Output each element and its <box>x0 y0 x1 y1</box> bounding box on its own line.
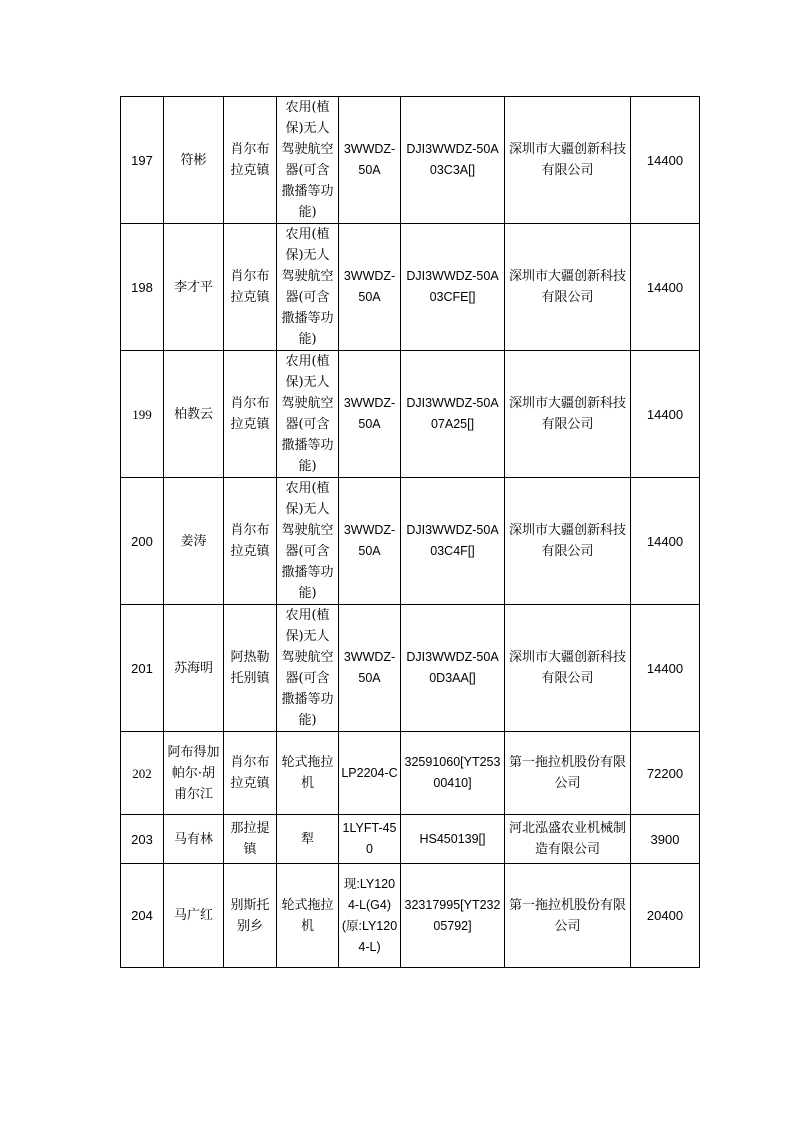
cell-name: 马有林 <box>164 815 224 864</box>
subsidy-table <box>120 96 700 968</box>
cell-amount: 14400 <box>631 351 700 478</box>
cell-amount: 20400 <box>631 864 700 968</box>
table-row <box>121 224 700 351</box>
cell-name: 苏海明 <box>164 605 224 732</box>
cell-name: 柏教云 <box>164 351 224 478</box>
cell-seq: 203 <box>121 815 164 864</box>
cell-amount: 3900 <box>631 815 700 864</box>
cell-model: 3WWDZ-50A <box>339 478 401 605</box>
table-row <box>121 351 700 478</box>
table-row <box>121 97 700 224</box>
cell-seq: 202 <box>121 732 164 815</box>
table-row <box>121 864 700 968</box>
cell-serial: DJI3WWDZ-50A07A25[] <box>401 351 505 478</box>
cell-serial: 32591060[YT25300410] <box>401 732 505 815</box>
cell-model: 3WWDZ-50A <box>339 351 401 478</box>
cell-seq: 199 <box>121 351 164 478</box>
cell-seq: 198 <box>121 224 164 351</box>
cell-machine: 农用(植保)无人驾驶航空器(可含撒播等功能) <box>277 351 339 478</box>
cell-machine: 农用(植保)无人驾驶航空器(可含撒播等功能) <box>277 605 339 732</box>
cell-machine: 轮式拖拉机 <box>277 864 339 968</box>
cell-seq: 200 <box>121 478 164 605</box>
cell-town: 肖尔布拉克镇 <box>224 97 277 224</box>
cell-town: 肖尔布拉克镇 <box>224 224 277 351</box>
cell-machine: 农用(植保)无人驾驶航空器(可含撒播等功能) <box>277 478 339 605</box>
cell-machine: 犁 <box>277 815 339 864</box>
cell-machine: 轮式拖拉机 <box>277 732 339 815</box>
cell-model: LP2204-C <box>339 732 401 815</box>
cell-model: 3WWDZ-50A <box>339 224 401 351</box>
cell-machine: 农用(植保)无人驾驶航空器(可含撒播等功能) <box>277 97 339 224</box>
table-row <box>121 605 700 732</box>
cell-name: 符彬 <box>164 97 224 224</box>
cell-serial: DJI3WWDZ-50A03CFE[] <box>401 224 505 351</box>
cell-maker: 深圳市大疆创新科技有限公司 <box>505 224 631 351</box>
cell-model: 1LYFT-450 <box>339 815 401 864</box>
cell-town: 别斯托别乡 <box>224 864 277 968</box>
cell-maker: 深圳市大疆创新科技有限公司 <box>505 478 631 605</box>
table-row <box>121 732 700 815</box>
cell-maker: 深圳市大疆创新科技有限公司 <box>505 605 631 732</box>
cell-name: 李才平 <box>164 224 224 351</box>
cell-amount: 14400 <box>631 224 700 351</box>
cell-town: 肖尔布拉克镇 <box>224 732 277 815</box>
table-row <box>121 478 700 605</box>
cell-name: 姜涛 <box>164 478 224 605</box>
cell-seq: 204 <box>121 864 164 968</box>
table-row <box>121 815 700 864</box>
cell-model: 3WWDZ-50A <box>339 605 401 732</box>
cell-amount: 14400 <box>631 605 700 732</box>
cell-serial: DJI3WWDZ-50A0D3AA[] <box>401 605 505 732</box>
cell-maker: 第一拖拉机股份有限公司 <box>505 864 631 968</box>
cell-model: 3WWDZ-50A <box>339 97 401 224</box>
cell-serial: 32317995[YT23205792] <box>401 864 505 968</box>
cell-amount: 72200 <box>631 732 700 815</box>
cell-maker: 深圳市大疆创新科技有限公司 <box>505 351 631 478</box>
cell-seq: 201 <box>121 605 164 732</box>
cell-serial: DJI3WWDZ-50A03C4F[] <box>401 478 505 605</box>
cell-machine: 农用(植保)无人驾驶航空器(可含撒播等功能) <box>277 224 339 351</box>
cell-town: 阿热勒托别镇 <box>224 605 277 732</box>
cell-seq: 197 <box>121 97 164 224</box>
cell-amount: 14400 <box>631 478 700 605</box>
cell-serial: DJI3WWDZ-50A03C3A[] <box>401 97 505 224</box>
cell-serial: HS450139[] <box>401 815 505 864</box>
cell-maker: 河北泓盛农业机械制造有限公司 <box>505 815 631 864</box>
cell-town: 肖尔布拉克镇 <box>224 478 277 605</box>
cell-maker: 第一拖拉机股份有限公司 <box>505 732 631 815</box>
cell-amount: 14400 <box>631 97 700 224</box>
cell-town: 那拉提镇 <box>224 815 277 864</box>
cell-name: 马广红 <box>164 864 224 968</box>
cell-name: 阿布得加帕尔·胡甫尔江 <box>164 732 224 815</box>
cell-town: 肖尔布拉克镇 <box>224 351 277 478</box>
cell-model: 现:LY1204-L(G4)(原:LY1204-L) <box>339 864 401 968</box>
cell-maker: 深圳市大疆创新科技有限公司 <box>505 97 631 224</box>
